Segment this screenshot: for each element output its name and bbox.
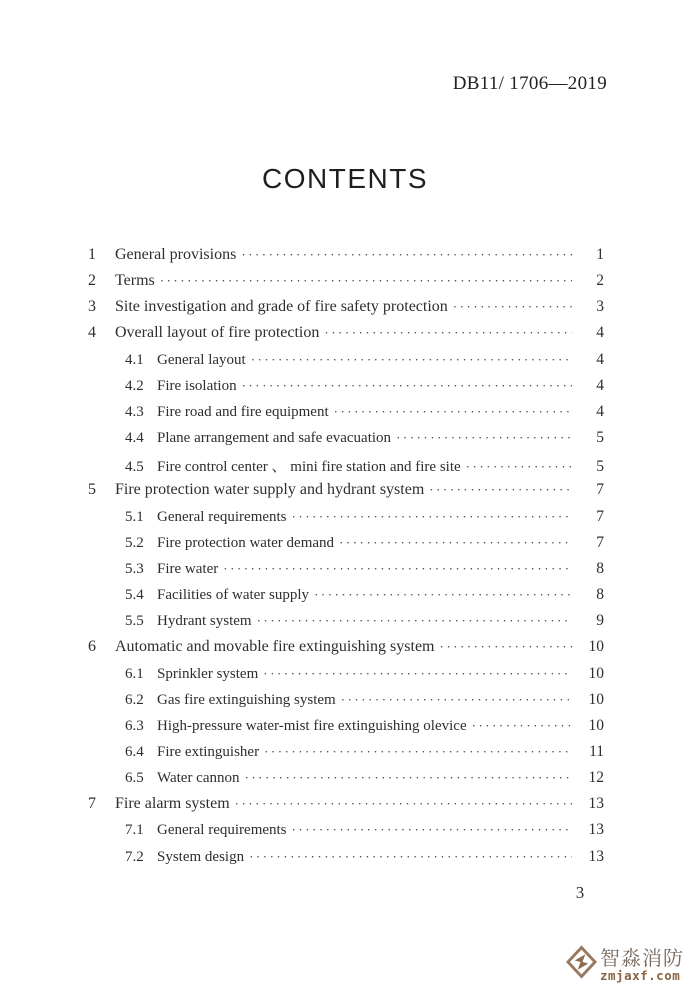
toc-entry-page: 10: [588, 664, 604, 682]
toc-entry: [88, 508, 604, 534]
dot-leader: [339, 535, 572, 551]
toc-entry-number: 5: [88, 481, 96, 499]
toc-entry-title: Plane arrangement and safe evacuation: [157, 430, 392, 447]
toc-entry-page: 8: [596, 586, 604, 604]
toc-entry-number: 2: [88, 272, 96, 290]
toc-entry: [88, 586, 604, 612]
toc-entry-title: Gas fire extinguishing system: [157, 691, 336, 708]
dot-leader: [251, 352, 572, 368]
toc-entry: [88, 351, 604, 377]
toc-entry-number: 3: [88, 298, 96, 316]
toc-entry: [88, 638, 604, 664]
dot-leader: [466, 459, 572, 475]
toc-entry-page: 7: [596, 533, 604, 551]
toc-entry-number: 1: [88, 246, 96, 263]
toc-entry-title: Fire protection water supply and hydrant system: [115, 481, 425, 499]
toc-entry: [88, 272, 604, 298]
toc-entry-page: 5: [596, 429, 604, 447]
toc-entry-title: Water cannon: [157, 770, 240, 787]
page-title: CONTENTS: [262, 163, 428, 194]
toc-entry-number: 6.2: [125, 691, 144, 708]
toc-entry: [88, 848, 604, 874]
toc-entry-title: General requirements: [157, 508, 287, 525]
toc-entry: [88, 534, 604, 560]
watermark-brand: 智淼消防: [600, 945, 684, 970]
toc-entry-title: Hydrant system: [157, 613, 252, 630]
dot-leader: [160, 273, 572, 289]
toc-entry-page: 13: [588, 821, 604, 839]
toc-entry: [88, 324, 604, 350]
toc-entry-title: High-pressure water-mist fire extinguishing olevice: [157, 717, 467, 734]
toc-entry-number: 7.1: [125, 822, 144, 839]
dot-leader: [472, 718, 572, 734]
toc-entry-number: 7.2: [125, 848, 144, 865]
toc-entry-number: 4: [88, 324, 96, 342]
dot-leader: [249, 849, 572, 865]
doc-code: DB11/ 1706—2019: [452, 73, 607, 94]
toc-entry: [88, 769, 604, 795]
toc-entry-number: 5.3: [125, 560, 144, 577]
toc-entry-title: Fire protection water demand: [157, 534, 335, 551]
toc-entry-title: Terms: [115, 272, 155, 290]
toc-entry-page: 10: [588, 690, 604, 708]
dot-leader: [314, 587, 572, 603]
toc-entry: [88, 246, 604, 272]
toc-entry-number: 4.4: [125, 430, 144, 447]
toc-entry: [88, 743, 604, 769]
toc-entry: [88, 455, 604, 481]
toc-entry-page: 9: [596, 612, 604, 630]
toc-entry-title: General layout: [157, 351, 246, 368]
toc-entry: [88, 560, 604, 586]
toc-entry: [88, 377, 604, 403]
dot-leader: [334, 404, 572, 420]
toc-entry: [88, 821, 604, 847]
toc-entry-number: 4.3: [125, 403, 144, 420]
toc-entry-page: 1: [596, 246, 604, 263]
toc-entry-page: 8: [596, 559, 604, 577]
toc-entry-page: 7: [596, 481, 604, 499]
toc-entry-title: Overall layout of fire protection: [115, 324, 320, 342]
toc-entry-number: 6.3: [125, 717, 144, 734]
toc-entry-page: 2: [596, 272, 604, 290]
toc-entry-number: 4.1: [125, 351, 144, 368]
dot-leader: [292, 509, 572, 525]
toc-entry: [88, 717, 604, 743]
toc-entry-number: 6.4: [125, 743, 144, 760]
toc-entry-title: Fire alarm system: [115, 795, 230, 813]
toc-entry-page: 4: [596, 376, 604, 394]
dot-leader: [341, 692, 572, 708]
dot-leader: [263, 666, 572, 682]
dot-leader: [440, 639, 573, 655]
toc-entry-page: 10: [588, 716, 604, 734]
toc-entry-title: Automatic and movable fire extinguishing system: [115, 638, 435, 656]
toc-entry-title: System design: [157, 848, 245, 865]
toc-entry-title: Fire extinguisher: [157, 743, 260, 760]
toc-list: [88, 246, 604, 874]
toc-entry: [88, 612, 604, 638]
toc-entry-page: 13: [588, 795, 604, 813]
dot-leader: [264, 744, 572, 760]
toc-entry-page: 10: [588, 638, 604, 656]
dot-leader: [245, 770, 573, 786]
toc-entry-page: 13: [588, 847, 604, 865]
toc-entry-page: 4: [596, 402, 604, 420]
page-number: 3: [575, 883, 585, 902]
toc-entry-number: 6.5: [125, 770, 144, 787]
toc-entry-title: Fire isolation: [157, 377, 237, 394]
dot-leader: [324, 325, 572, 341]
toc-entry-number: 5.1: [125, 508, 144, 525]
toc-entry-number: 6: [88, 638, 96, 656]
zhimiao-diamond-logo-icon: [566, 945, 597, 984]
watermark-text: [600, 945, 684, 983]
watermark-domain: zmjaxf.com: [600, 967, 681, 983]
toc-entry-title: Fire road and fire equipment: [157, 403, 329, 420]
toc-entry-title: General requirements: [157, 822, 287, 839]
toc-entry-title: Sprinkler system: [157, 665, 259, 682]
toc-entry-title: Site investigation and grade of fire safety protection: [115, 298, 448, 316]
dot-leader: [223, 561, 572, 577]
toc-entry-number: 5.2: [125, 534, 144, 551]
toc-entry-page: 4: [596, 324, 604, 342]
toc-entry-page: 3: [596, 298, 604, 316]
toc-entry-title: General provisions: [115, 246, 237, 263]
toc-entry: [88, 691, 604, 717]
toc-entry-number: 7: [88, 795, 96, 813]
toc-entry-number: 4.2: [125, 377, 144, 394]
toc-entry-page: 5: [596, 458, 604, 476]
toc-entry-title: Facilities of water supply: [157, 587, 310, 604]
toc-entry-page: 12: [588, 769, 604, 787]
dot-leader: [429, 482, 572, 498]
dot-leader: [235, 796, 572, 812]
toc-entry-page: 7: [596, 507, 604, 525]
toc-entry: [88, 481, 604, 507]
toc-entry-number: 5.5: [125, 613, 144, 630]
toc-entry: [88, 298, 604, 324]
dot-leader: [241, 247, 572, 263]
toc-entry-title: Fire water: [157, 560, 219, 577]
toc-entry-title: Fire control center 、 mini fire station and fire site: [157, 459, 461, 476]
dot-leader: [292, 822, 572, 838]
dot-leader: [453, 299, 572, 315]
dot-leader: [257, 613, 572, 629]
toc-entry: [88, 795, 604, 821]
dot-leader: [242, 378, 572, 394]
watermark: [566, 945, 684, 984]
toc-entry-page: 4: [596, 350, 604, 368]
toc-entry: [88, 429, 604, 455]
dot-leader: [396, 430, 572, 446]
toc-entry-number: 4.5: [125, 459, 144, 476]
toc-entry: [88, 665, 604, 691]
toc-entry-number: 6.1: [125, 665, 144, 682]
toc-entry: [88, 403, 604, 429]
toc-entry-number: 5.4: [125, 587, 144, 604]
toc-entry-page: 11: [589, 742, 604, 760]
